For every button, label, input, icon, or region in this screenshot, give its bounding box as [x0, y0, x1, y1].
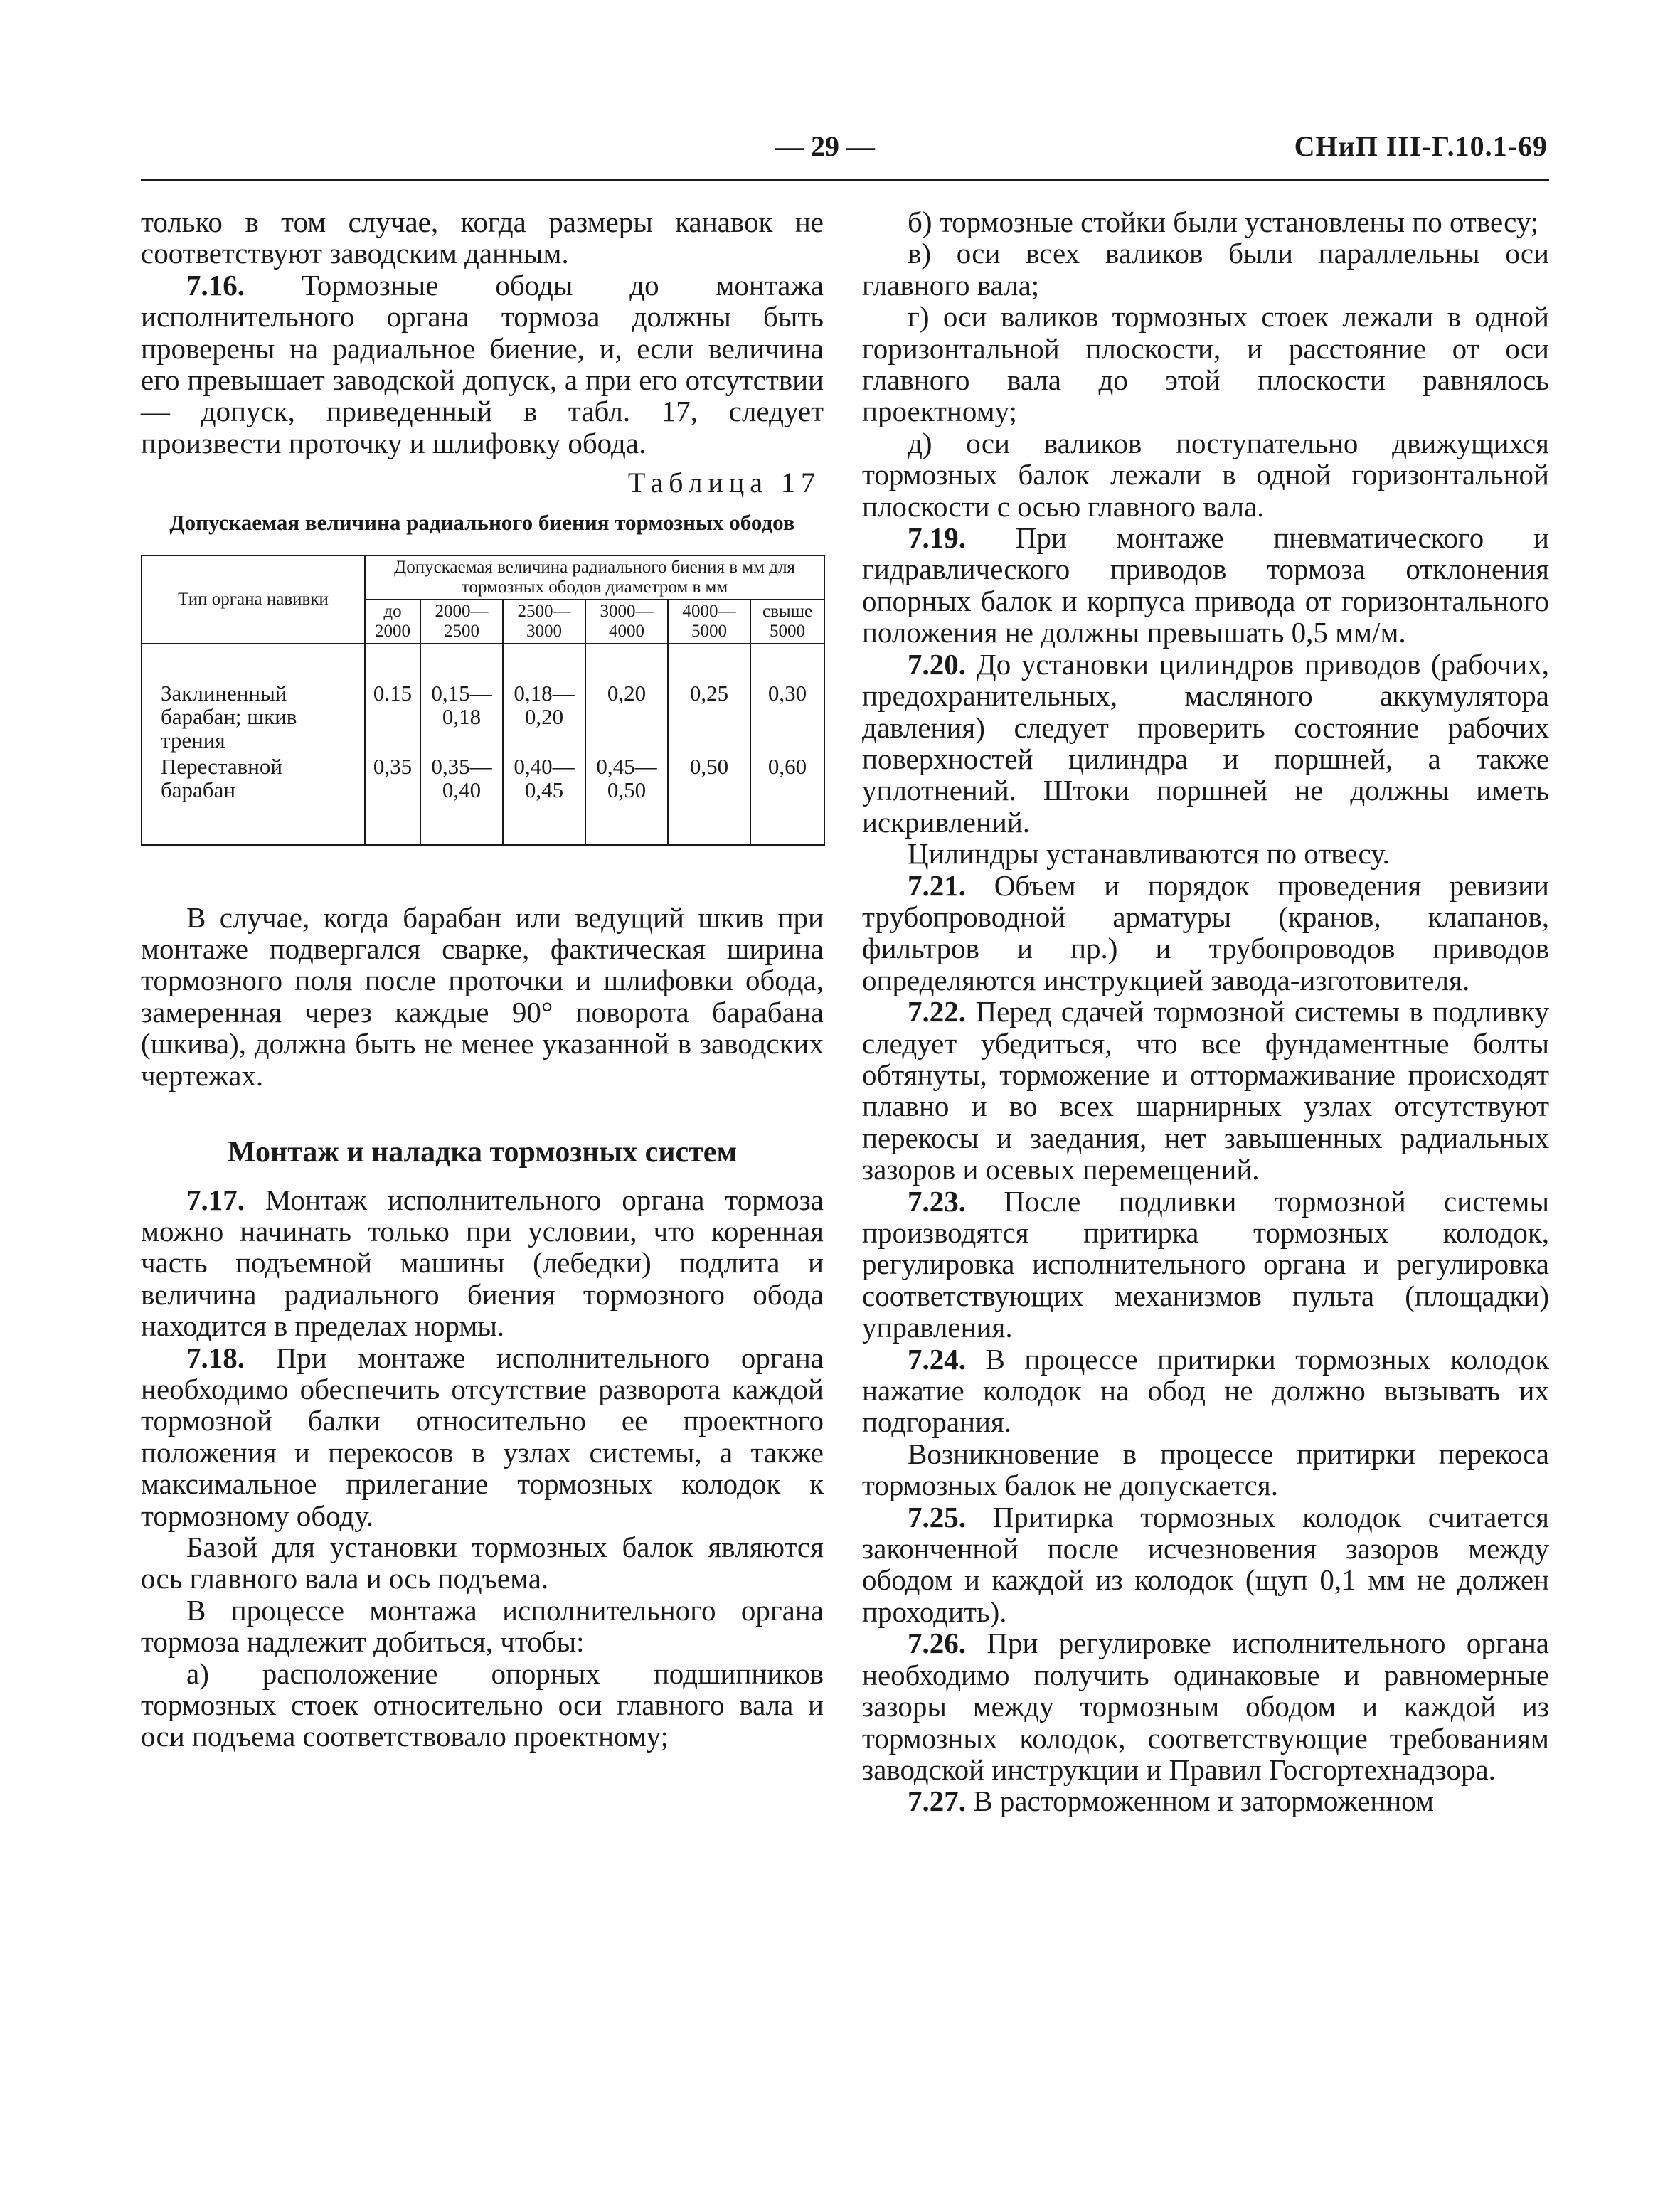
table-cell: 0,40—0,45 — [503, 753, 585, 846]
clause-number: 7.24. — [908, 1342, 966, 1376]
paragraph: Цилиндры устанавливаются по отвесу. — [908, 837, 1390, 871]
table-row — [142, 644, 824, 753]
list-item: г) оси валиков тормозных стоек лежали в одной горизонтальной плоскости, и расстояние от оси главного вала до этой плоскости равнялось проектному; — [862, 300, 1549, 428]
table-header-cell: 2000—2500 — [420, 600, 503, 644]
table-cell: 0,35—0,40 — [420, 753, 503, 846]
table-caption: Таблица 17 — [627, 467, 821, 499]
table-header-cell: свыше 5000 — [750, 600, 824, 644]
section-title: Монтаж и наладка тормозных систем — [227, 1136, 738, 1169]
paragraph: Базой для установки тормозных балок являются ось главного вала и ось подъема. — [141, 1530, 824, 1595]
table-cell: 0,25 — [668, 644, 750, 753]
clause-number: 7.18. — [186, 1341, 245, 1374]
table-header-group: Допускаемая величина радиального биения в мм для тормозных ободов диаметром в мм — [365, 555, 824, 600]
table-cell: 0,60 — [750, 753, 824, 846]
clause-number: 7.27. — [908, 1785, 966, 1818]
clause-number: 7.23. — [908, 1184, 966, 1218]
document-code: СНиП III-Г.10.1-69 — [1294, 130, 1548, 162]
list-item: д) оси валиков поступательно движущихся тормозных балок лежали в одной горизонтальной плоскости с осью главного вала. — [862, 426, 1549, 523]
clause-number: 7.22. — [908, 995, 966, 1028]
clause-number: 7.16. — [186, 268, 245, 302]
list-item: б) тормозные стойки были установлены по отвесу; — [908, 206, 1539, 238]
spacer — [141, 846, 824, 902]
clause-text: Притирка тормозных колодок считается законченной после исчезновения зазоров между ободом и каждой из колодок (щуп 0,1 мм не должен проходить). — [862, 1500, 1549, 1628]
list-item: в) оси всех валиков были параллельны оси главного вала; — [862, 237, 1549, 302]
clause-7-16 — [141, 270, 824, 459]
table-cell-type: Заклиненный барабан; шкив трения — [142, 644, 365, 753]
table-header-cell: до 2000 — [365, 600, 420, 644]
clause-7-24 — [862, 1344, 1549, 1438]
table-cell: 0,15—0,18 — [420, 644, 503, 753]
clause-text: В процессе притирки тормозных колодок нажатие колодок на обод не должно вызывать их подгорания. — [862, 1342, 1549, 1439]
table-cell-type: Переставной барабан — [142, 753, 365, 846]
clause-text: Объем и порядок проведения ревизии трубопроводной арматуры (кранов, клапанов, фильтров и пр.) и трубопроводов приводов определяются инструкцией завода-изготовителя. — [862, 868, 1549, 996]
table-cell: 0.15 — [365, 644, 420, 753]
page-number: — 29 — — [775, 130, 875, 162]
clause-number: 7.17. — [186, 1183, 245, 1216]
clause-7-17 — [141, 1184, 824, 1342]
paragraph: только в том случае, когда размеры канавок не соответствуют заводским данным. — [141, 206, 824, 270]
table-cell: 0,18—0,20 — [503, 644, 585, 753]
table-cell: 0,30 — [750, 644, 824, 753]
table-cell: 0,50 — [668, 753, 750, 846]
table-header-cell: 4000—5000 — [668, 600, 750, 644]
clause-number: 7.19. — [908, 521, 966, 555]
paragraph: В процессе монтажа исполнительного органа тормоза надлежит добиться, чтобы: — [141, 1593, 824, 1659]
list-item: а) расположение опорных подшипников тормозных стоек относительно оси главного вала и оси подъема соответствовало проектному; — [141, 1657, 824, 1753]
paragraph: В случае, когда барабан или ведущий шкив при монтаже подвергался сварке, фактическая ширина тормозного поля после проточки и шлифовки обода, замеренная через каждые 90° поворота барабана (шкива), должна быть не менее указанной в заводских чертежах. — [141, 900, 824, 1092]
table-cell: 0,45—0,50 — [585, 753, 668, 846]
clause-text: В расторможенном и заторможенном — [966, 1785, 1434, 1818]
clause-7-18 — [141, 1342, 824, 1531]
header-rule — [141, 179, 1549, 181]
runout-table — [141, 555, 825, 846]
clause-number: 7.25. — [908, 1500, 966, 1533]
clause-text: Монтаж исполнительного органа тормоза можно начинать только при условии, что коренная часть подъемной машины (лебедки) подлита и величина радиального биения тормозного обода находится в пределах нормы. — [141, 1183, 824, 1343]
clause-text: До установки цилиндров приводов (рабочих, предохранительных, масляного аккумулятора давления) следует проверить состояние рабочих поверхностей цилиндра и поршней, а также уплотнений. Штоки поршней не должны иметь искривлений. — [862, 647, 1549, 839]
paragraph: Возникновение в процессе притирки перекоса тормозных балок не допускается. — [862, 1437, 1549, 1502]
clause-number: 7.20. — [908, 647, 966, 681]
clause-text: При регулировке исполнительного органа необходимо получить одинаковые и равномерные зазоры между тормозным ободом и каждой из тормозных колодок, соответствующие требованиям заводской инструкции и Правил Госгортехнадзора. — [862, 1627, 1549, 1786]
clause-text: После подливки тормозной системы производятся притирка тормозных колодок, регулировка исполнительного органа и регулировка соответствующих механизмов пульта (площадки) управления. — [862, 1184, 1549, 1344]
clause-7-23 — [862, 1186, 1549, 1344]
clause-7-22 — [862, 996, 1549, 1185]
table-header-cell: 3000—4000 — [585, 600, 668, 644]
clause-7-26 — [862, 1627, 1549, 1785]
clause-number: 7.26. — [908, 1627, 966, 1660]
table-cell: 0,20 — [585, 644, 668, 753]
clause-7-25 — [862, 1501, 1549, 1628]
clause-7-27 — [862, 1785, 1549, 1817]
clause-text: Перед сдачей тормозной системы в подливку следует убедиться, что все фундаментные болты обтянуты, торможение и оттормаживание происходят плавно и во всех шарнирных узлах отсутствуют перекосы и заедания, нет завышенных радиальных зазоров и осевых перемещений. — [862, 995, 1549, 1186]
clause-7-21 — [862, 870, 1549, 996]
table-row — [142, 753, 824, 846]
table-cell: 0,35 — [365, 753, 420, 846]
table-title: Допускаемая величина радиального биения тормозных ободов — [169, 509, 795, 535]
clause-7-20 — [862, 649, 1549, 838]
clause-text: При монтаже пневматического и гидравлического приводов тормоза отклонения опорных балок и корпуса привода от горизонтального положения не должны превышать 0,5 мм/м. — [862, 521, 1549, 649]
left-column — [141, 206, 824, 1753]
right-column — [862, 206, 1549, 1817]
clause-7-19 — [862, 522, 1549, 649]
clause-number: 7.21. — [908, 868, 966, 902]
table-header-type: Тип органа навивки — [142, 555, 365, 644]
clause-text: При монтаже исполнительного органа необходимо обеспечить отсутствие разворота каждой тормозной балки относительно ее проектного положения и перекосов в узлах системы, а также максимальное прилегание тормозных колодок к тормозному ободу. — [141, 1341, 824, 1532]
clause-text: Тормозные ободы до монтажа исполнительного органа тормоза должны быть проверены на радиальное биение, и, если величина его превышает заводской допуск, а при его отсутствии — допуск, приведенный в табл. 17, следует произвести проточку и шлифовку обода. — [141, 268, 824, 459]
table-header-cell: 2500—3000 — [503, 600, 585, 644]
